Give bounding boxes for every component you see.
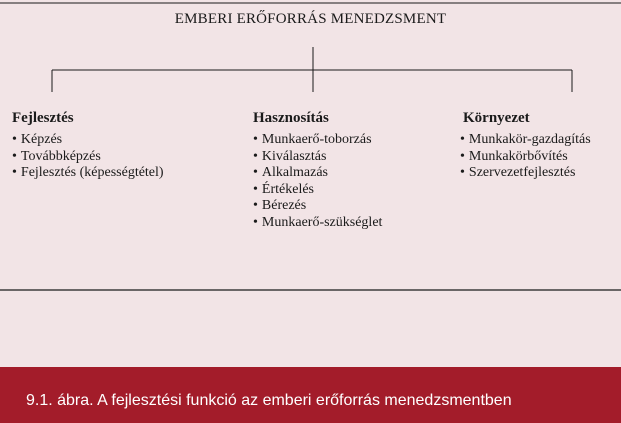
list-item: • Értékelés	[253, 182, 382, 199]
column-heading: Fejlesztés	[12, 110, 74, 126]
column-heading: Hasznosítás	[253, 110, 329, 126]
list-item: • Munkaerő-szükséglet	[253, 215, 382, 232]
column-item-list	[253, 132, 382, 231]
column-item-list	[12, 132, 164, 182]
list-item: • Munkaerő-toborzás	[253, 132, 382, 149]
list-item: • Fejlesztés (képességtétel)	[12, 165, 164, 182]
list-item: • Képzés	[12, 132, 164, 149]
caption-bar	[0, 367, 621, 423]
column-fejlesztes	[12, 110, 164, 182]
list-item: • Kiválasztás	[253, 149, 382, 166]
list-item: • Szervezetfejlesztés	[460, 165, 591, 182]
list-item: • Munkakörbővítés	[460, 149, 591, 166]
figure-caption: 9.1. ábra. A fejlesztési funkció az emberi erőforrás menedzsmentben	[26, 392, 512, 409]
list-item: • Alkalmazás	[253, 165, 382, 182]
column-hasznositas	[253, 110, 382, 231]
diagram-title: EMBERI ERŐFORRÁS MENEDZSMENT	[174, 11, 447, 27]
column-item-list	[460, 132, 591, 182]
list-item: • Munkakör-gazdagítás	[460, 132, 591, 149]
column-kornyezet	[460, 110, 591, 182]
column-heading: Környezet	[463, 110, 530, 126]
list-item: • Továbbképzés	[12, 149, 164, 166]
list-item: • Bérezés	[253, 198, 382, 215]
